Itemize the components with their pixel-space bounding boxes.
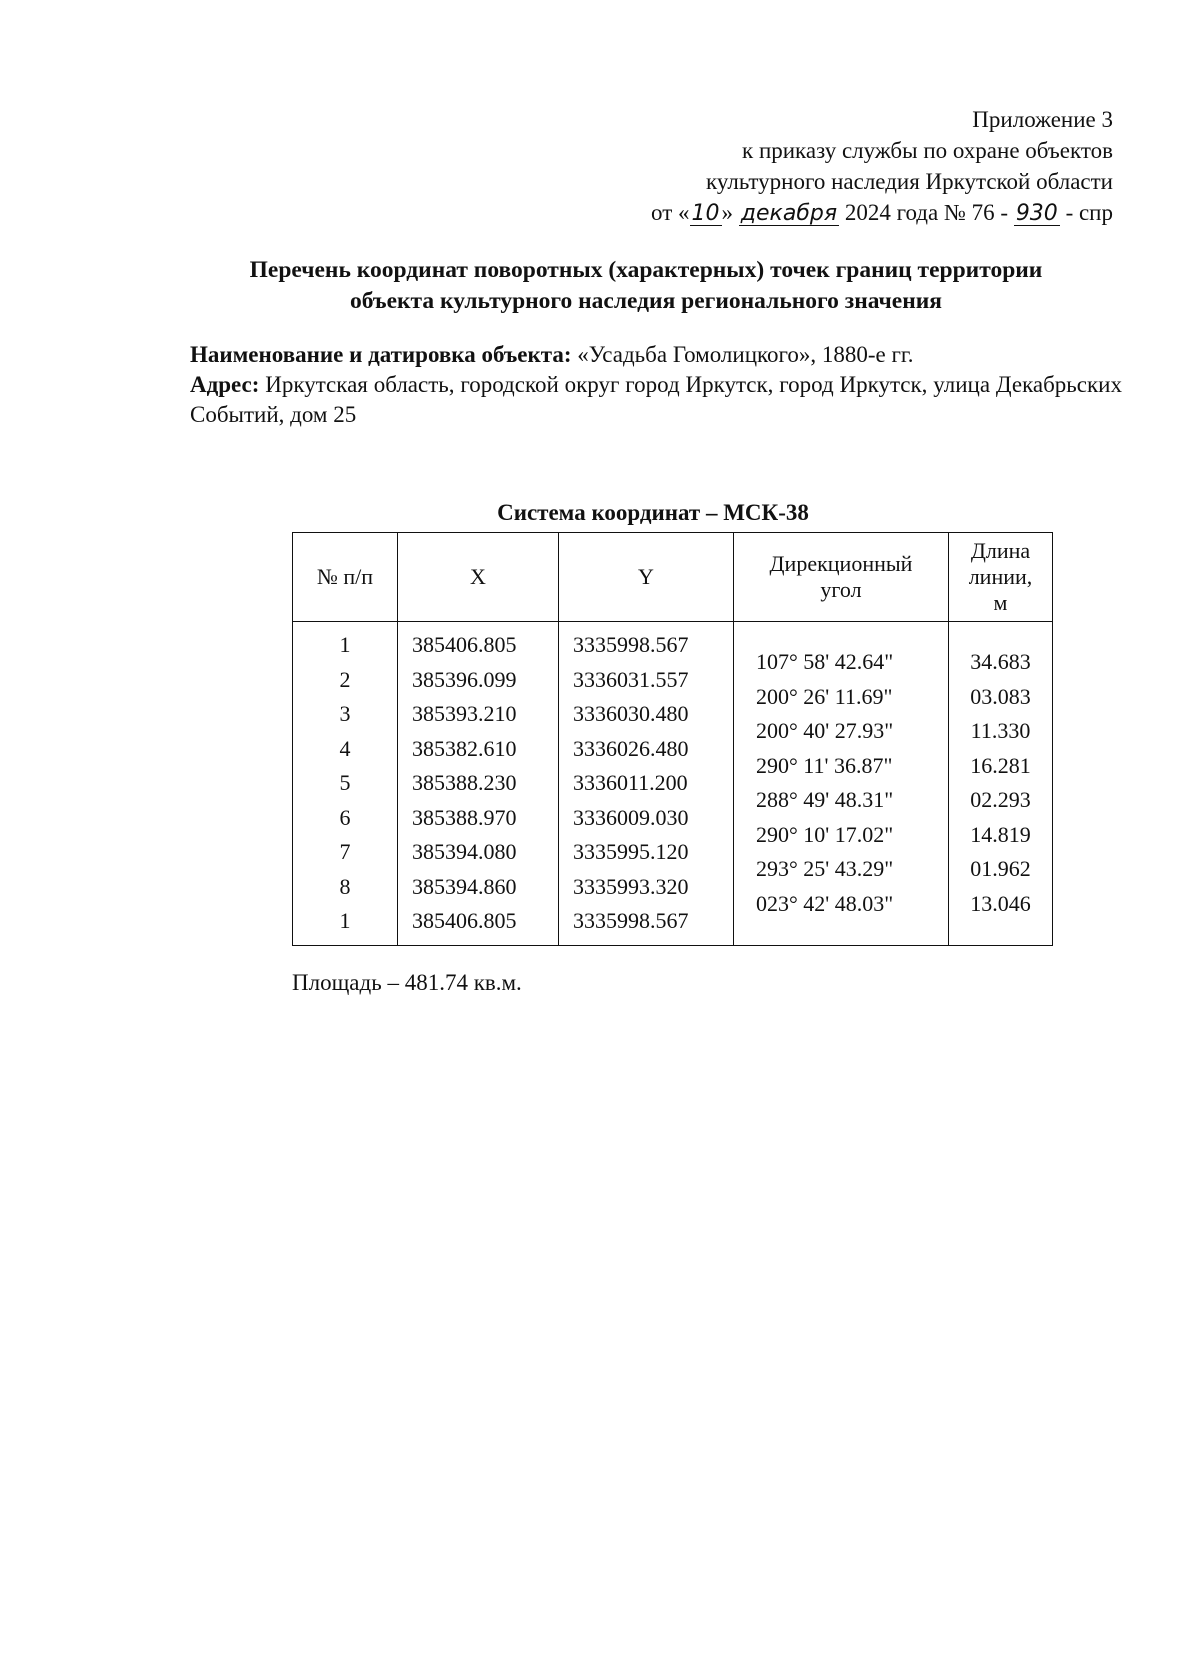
column-x xyxy=(398,622,559,946)
length-value: 01.962 xyxy=(970,856,1031,881)
area-total: Площадь – 481.74 кв.м. xyxy=(292,970,522,995)
y-value: 3335995.120 xyxy=(573,839,689,864)
title-line-2: объекта культурного наследия регионального значения xyxy=(349,288,943,314)
column-numbers xyxy=(293,622,398,946)
appendix-header xyxy=(651,104,1113,228)
y-value: 3336031.557 xyxy=(573,666,689,692)
header-direction-angle xyxy=(734,533,949,622)
point-number: 3 xyxy=(339,701,351,726)
header-number: № п/п xyxy=(293,533,398,622)
y-value: 3335998.567 xyxy=(573,908,689,933)
x-value: 385394.860 xyxy=(412,873,517,899)
x-value: 385382.610 xyxy=(412,735,517,761)
angle-value: 200° 26' 11.69" xyxy=(756,683,893,709)
table-header-row xyxy=(293,533,1053,622)
handwritten-month: декабря xyxy=(740,201,838,226)
angle-value: 290° 10' 17.02" xyxy=(756,821,894,847)
y-value: 3336011.200 xyxy=(573,770,688,795)
header-line-length xyxy=(949,533,1053,622)
order-date-line xyxy=(651,197,1113,228)
column-y xyxy=(559,622,734,946)
handwritten-day: 10 xyxy=(691,201,720,226)
angle-value: 290° 11' 36.87" xyxy=(756,752,893,778)
column-angles xyxy=(734,622,949,946)
y-value: 3335998.567 xyxy=(573,632,689,657)
object-name-line xyxy=(190,340,1122,370)
point-number: 6 xyxy=(339,804,351,830)
length-value: 13.046 xyxy=(970,890,1031,916)
header-length-line-3: м xyxy=(993,590,1008,615)
order-reference: к приказу службы по охране объектов xyxy=(742,138,1113,163)
y-value: 3336030.480 xyxy=(573,701,689,726)
x-value: 385396.099 xyxy=(412,666,517,692)
angle-value: 200° 40' 27.93" xyxy=(756,718,894,743)
length-value: 02.293 xyxy=(970,787,1031,812)
length-value: 16.281 xyxy=(970,752,1031,778)
coordinates-table xyxy=(292,532,1053,946)
object-info xyxy=(190,340,1122,430)
object-address-value: Иркутская область, городской округ город Иркутск, город Иркутск, улица Декабрьских Событий, дом 25 xyxy=(190,372,1122,427)
angle-value: 293° 25' 43.29" xyxy=(756,856,894,881)
order-suffix: - спр xyxy=(1065,200,1113,225)
table-body-row xyxy=(293,622,1053,946)
object-address-line xyxy=(190,370,1122,430)
x-value: 385406.805 xyxy=(412,632,517,657)
title-line-1: Перечень координат поворотных (характерных) точек границ территории xyxy=(249,257,1043,283)
length-value: 14.819 xyxy=(970,821,1031,847)
length-value: 11.330 xyxy=(970,718,1031,743)
point-number: 7 xyxy=(339,839,351,864)
handwritten-order-number: 930 xyxy=(1015,201,1058,226)
year-and-number: 2024 года № 76 - xyxy=(844,200,1009,225)
y-value: 3336009.030 xyxy=(573,804,689,830)
point-number: 8 xyxy=(339,873,351,899)
date-quote-close: » xyxy=(721,200,734,225)
x-value: 385388.230 xyxy=(412,770,517,795)
y-value: 3336026.480 xyxy=(573,735,689,761)
point-number: 1 xyxy=(339,632,351,657)
point-number: 1 xyxy=(339,908,351,933)
header-angle-line-1: Дирекционный xyxy=(769,551,913,576)
x-value: 385393.210 xyxy=(412,701,517,726)
point-number: 5 xyxy=(339,770,351,795)
column-lengths xyxy=(949,622,1053,946)
coordinate-system-caption: Система координат – МСК-38 xyxy=(497,500,809,525)
x-value: 385394.080 xyxy=(412,839,517,864)
header-x: X xyxy=(398,533,559,622)
length-value: 03.083 xyxy=(970,683,1031,709)
angle-value: 107° 58' 42.64" xyxy=(756,649,894,674)
point-number: 2 xyxy=(339,666,351,692)
service-name: культурного наследия Иркутской области xyxy=(706,169,1113,194)
angle-value: 023° 42' 48.03" xyxy=(756,890,894,916)
x-value: 385406.805 xyxy=(412,908,517,933)
length-value: 34.683 xyxy=(970,649,1031,674)
object-address-label: Адрес: xyxy=(190,372,260,397)
header-angle-line-2: угол xyxy=(820,577,862,602)
header-length-line-1: Длина xyxy=(970,538,1031,563)
object-name-label: Наименование и датировка объекта: xyxy=(190,342,572,367)
document-title xyxy=(170,255,1122,317)
appendix-number: Приложение 3 xyxy=(972,107,1113,132)
y-value: 3335993.320 xyxy=(573,873,689,899)
angle-value: 288° 49' 48.31" xyxy=(756,787,894,812)
object-name-value: «Усадьба Гомолицкого», 1880-е гг. xyxy=(577,342,914,367)
header-length-line-2: линии, xyxy=(968,564,1033,589)
x-value: 385388.970 xyxy=(412,804,517,830)
point-number: 4 xyxy=(339,735,351,761)
date-prefix: от « xyxy=(651,200,690,225)
header-y: Y xyxy=(559,533,734,622)
